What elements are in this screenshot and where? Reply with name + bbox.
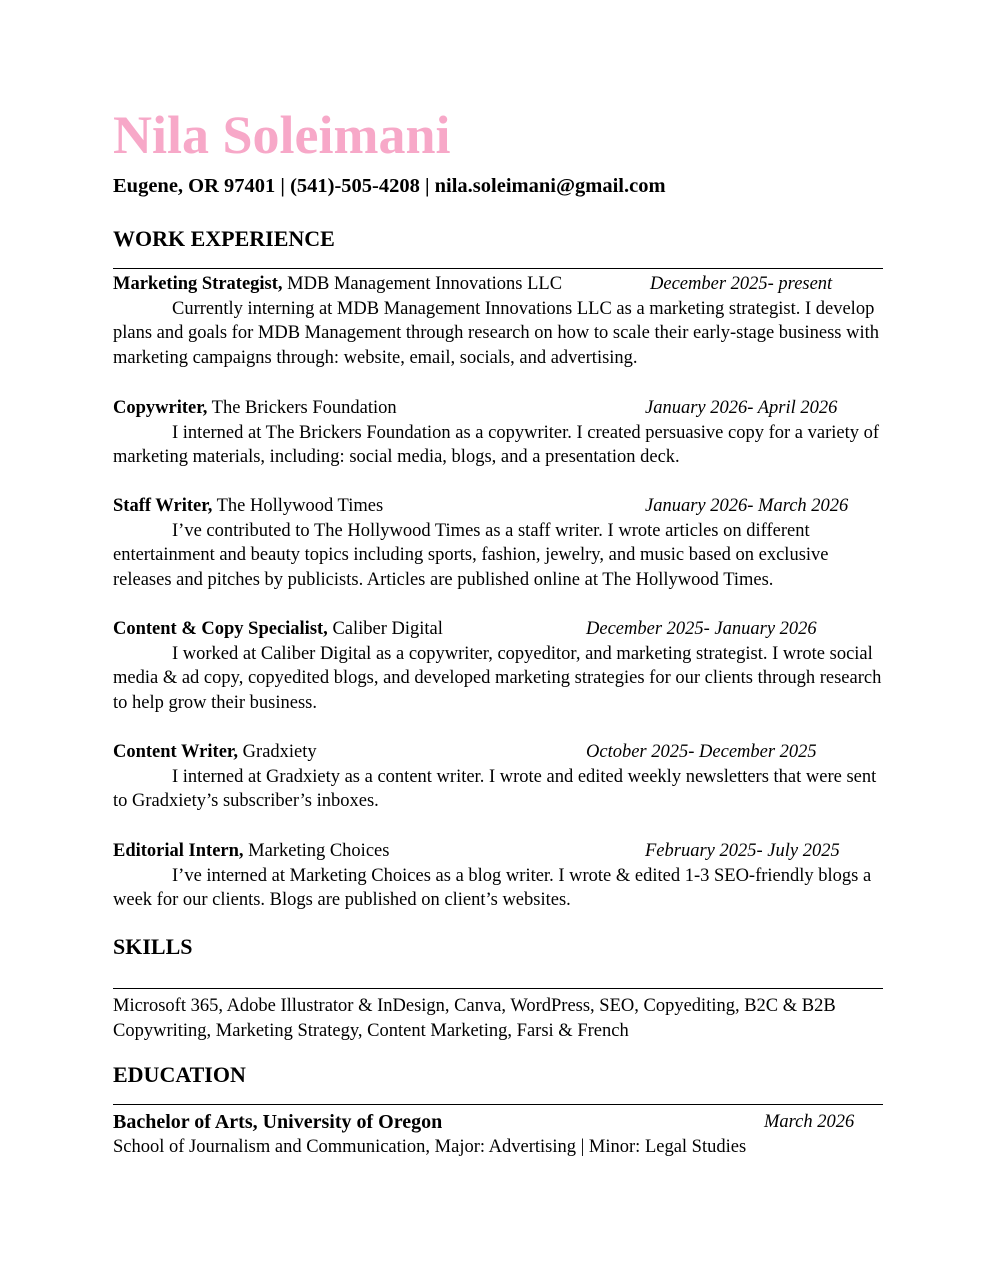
job-dates: December 2025- January 2026 xyxy=(586,619,817,639)
job-entry xyxy=(113,494,883,592)
job-dates: February 2025- July 2025 xyxy=(645,841,840,861)
job-entry xyxy=(113,272,883,370)
job-dates: October 2025- December 2025 xyxy=(586,742,817,762)
job-dates: December 2025- present xyxy=(650,274,833,294)
job-header xyxy=(113,272,883,297)
job-header xyxy=(113,839,883,864)
applicant-name: Nila Soleimani xyxy=(113,105,451,165)
job-title: Editorial Intern, xyxy=(113,841,244,861)
job-description: I’ve contributed to The Hollywood Times as a staff writer. I wrote articles on different entertainment and beauty topics including sports, fashion, jewelry, and music based on exclusive releases and pitches by publicists. Articles are published online at The Hollywood Times. xyxy=(113,520,829,590)
job-organization: Marketing Choices xyxy=(243,841,390,861)
job-entry xyxy=(113,617,883,715)
job-organization: The Hollywood Times xyxy=(212,496,384,516)
education-degree: Bachelor of Arts, University of Oregon xyxy=(113,1111,443,1133)
job-title: Marketing Strategist, xyxy=(113,274,283,294)
job-description: Currently interning at MDB Management Innovations LLC as a marketing strategist. I develop plans and goals for MDB Management through research on how to scale their early-stage business with marketing campaigns through: website, email, socials, and advertising. xyxy=(113,298,880,368)
skills-divider xyxy=(113,988,883,989)
education-heading: EDUCATION xyxy=(113,1062,246,1087)
job-title: Content Writer, xyxy=(113,742,239,762)
job-header xyxy=(113,617,883,642)
education-detail: School of Journalism and Communication, Major: Advertising | Minor: Legal Studies xyxy=(113,1137,747,1157)
job-organization: The Brickers Foundation xyxy=(207,398,397,418)
job-description: I interned at Gradxiety as a content writer. I wrote and edited weekly newsletters that were sent to Gradxiety’s subscriber’s inboxes. xyxy=(113,766,877,811)
skills-list: Microsoft 365, Adobe Illustrator & InDesign, Canva, WordPress, SEO, Copyediting, B2C & B2B Copywriting, Marketing Strategy, Content Marketing, Farsi & French xyxy=(113,996,836,1041)
contact-line: Eugene, OR 97401 | (541)-505-4208 | nila.soleimani@gmail.com xyxy=(113,175,666,197)
job-organization: Gradxiety xyxy=(238,742,317,762)
education-date: March 2026 xyxy=(764,1112,855,1132)
job-header xyxy=(113,740,883,765)
job-description: I interned at The Brickers Foundation as a copywriter. I created persuasive copy for a variety of marketing materials, including: social media, blogs, and a presentation deck. xyxy=(113,422,880,467)
job-dates: January 2026- March 2026 xyxy=(645,496,849,516)
job-header xyxy=(113,396,883,421)
job-entry xyxy=(113,740,883,814)
job-dates: January 2026- April 2026 xyxy=(645,398,838,418)
job-organization: Caliber Digital xyxy=(327,619,443,639)
education-divider xyxy=(113,1104,883,1105)
skills-heading: SKILLS xyxy=(113,934,193,959)
job-entry xyxy=(113,839,883,913)
work-experience-heading: WORK EXPERIENCE xyxy=(113,226,335,251)
education-entry xyxy=(113,1110,883,1160)
education-header xyxy=(113,1110,883,1135)
job-description: I worked at Caliber Digital as a copywriter, copyeditor, and marketing strategist. I wrote social media & ad copy, copyedited blogs, and developed marketing strategies for our clients through research to help grow their business. xyxy=(113,643,882,713)
work-experience-divider xyxy=(113,268,883,269)
job-header xyxy=(113,494,883,519)
job-title: Staff Writer, xyxy=(113,496,213,516)
job-organization: MDB Management Innovations LLC xyxy=(282,274,563,294)
job-title: Copywriter, xyxy=(113,398,208,418)
job-entry xyxy=(113,396,883,470)
job-title: Content & Copy Specialist, xyxy=(113,619,328,639)
job-description: I’ve interned at Marketing Choices as a blog writer. I wrote & edited 1-3 SEO-friendly blogs a week for our clients. Blogs are published on client’s websites. xyxy=(113,865,872,910)
